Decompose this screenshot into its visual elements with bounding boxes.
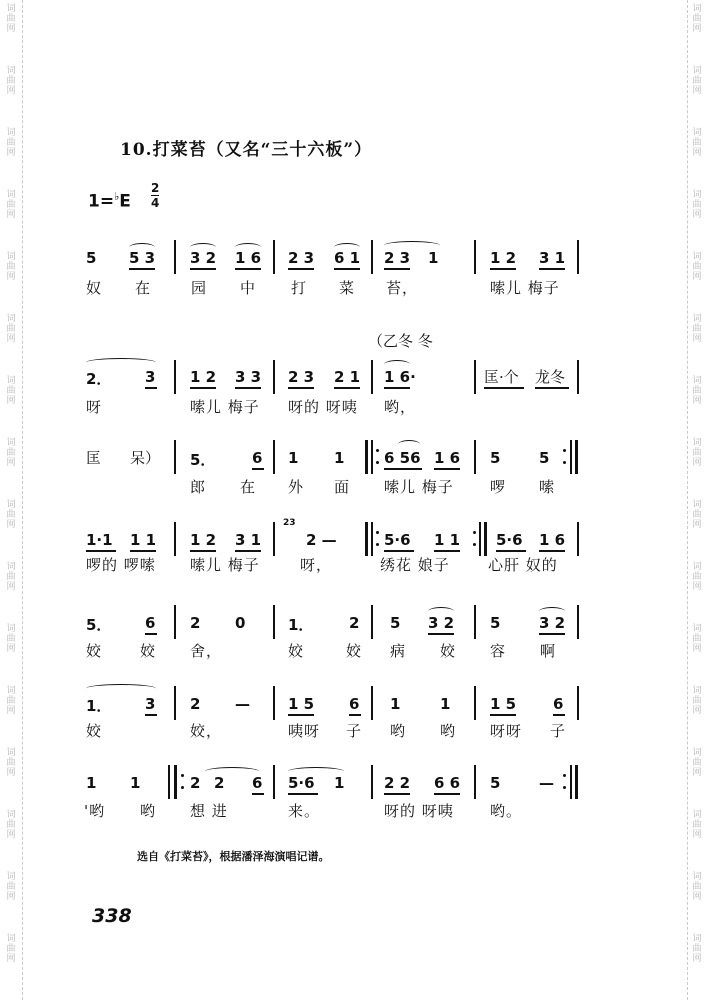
repeat-barline (174, 765, 177, 799)
note: 3 3 (235, 368, 262, 386)
barline (273, 605, 275, 639)
underline (496, 550, 526, 552)
barline (577, 522, 579, 556)
lyric: 呀呀 (490, 722, 523, 740)
barline (474, 440, 476, 474)
repeat-dot (181, 774, 184, 777)
underline (190, 268, 216, 270)
barline (273, 686, 275, 720)
lyric: 病 (390, 642, 407, 660)
note: 1·1 (86, 531, 113, 549)
watermark-glyphs: 词 曲 网 (692, 500, 702, 530)
barline (474, 686, 476, 720)
watermark-glyphs: 词 曲 网 (6, 934, 16, 964)
percussion-syllable: 呆） (130, 449, 161, 467)
underline (235, 387, 261, 389)
lyric: 啰 (490, 478, 507, 496)
underline (130, 550, 156, 552)
underline (539, 550, 565, 552)
underline (539, 268, 565, 270)
barline (168, 765, 170, 799)
underline (384, 387, 410, 389)
lyric: 呀， (300, 556, 333, 574)
watermark-glyphs: 词 曲 网 (692, 934, 702, 964)
repeat-dot (563, 774, 566, 777)
note: 2． (86, 370, 112, 388)
underline (235, 550, 261, 552)
underline (434, 550, 460, 552)
key-signature: 1=♭E (88, 190, 131, 212)
watermark-glyphs: 词 曲 网 (6, 748, 16, 778)
barline (371, 522, 373, 556)
percussion-annotation: （乙冬 冬 (368, 332, 433, 350)
repeat-barline (575, 440, 578, 474)
lyric: 呀的 呀咦 (288, 398, 358, 416)
lyric: 哟， (384, 398, 417, 416)
watermark-glyphs: 词 曲 网 (6, 376, 16, 406)
barline (474, 240, 476, 274)
repeat-dot (376, 543, 379, 546)
repeat-dot (181, 786, 184, 789)
underline (288, 714, 314, 716)
repeat-barline (365, 522, 368, 556)
note: 3 2 (539, 614, 566, 632)
repeat-dot (376, 531, 379, 534)
lyric: 姣， (190, 722, 223, 740)
barline (273, 440, 275, 474)
note: 2 (349, 614, 360, 632)
watermark-glyphs: 词 曲 网 (692, 810, 702, 840)
barline (474, 605, 476, 639)
lyric: 啰的 啰嗦 (86, 556, 156, 574)
note: 1 (334, 774, 345, 792)
song-title: 10.打菜苔（又名“三十六板”） (120, 140, 373, 160)
underline (145, 714, 157, 716)
watermark-glyphs: 词 曲 网 (6, 500, 16, 530)
underline (490, 268, 516, 270)
watermark-glyphs: 词 曲 网 (692, 4, 702, 34)
lyric: 在 (240, 478, 257, 496)
barline (371, 240, 373, 274)
note: 6 (252, 774, 263, 792)
underline (334, 387, 360, 389)
watermark-glyphs: 词 曲 网 (692, 748, 702, 778)
underline (86, 550, 116, 552)
barline (273, 522, 275, 556)
underline (145, 387, 157, 389)
repeat-dot (563, 786, 566, 789)
time-signature (151, 181, 159, 210)
lyric: 容 (490, 642, 507, 660)
note: 3 1 (235, 531, 262, 549)
lyric: 嗦儿 梅子 (190, 556, 260, 574)
underline (334, 268, 360, 270)
barline (577, 240, 579, 274)
note: 2 2 (384, 774, 411, 792)
percussion-syllable: 匡 (86, 449, 102, 467)
note: 1 5 (490, 695, 517, 713)
lyric: 姣 (86, 722, 103, 740)
underline (384, 268, 410, 270)
underline (428, 633, 454, 635)
note: 1 (130, 774, 141, 792)
lyric: 呀的 呀咦 (384, 802, 454, 820)
lyric: 子 (346, 722, 363, 740)
note: 0 (235, 614, 246, 632)
lyric: 来。 (288, 802, 321, 820)
watermark-glyphs: 词 曲 网 (692, 190, 702, 220)
barline (577, 360, 579, 394)
lyric: 外 (288, 478, 305, 496)
lyric: 哟。 (490, 802, 523, 820)
underline (349, 714, 361, 716)
note: 5 (490, 449, 501, 467)
lyric: 哟 (390, 722, 407, 740)
watermark-glyphs: 词 曲 网 (6, 686, 16, 716)
barline (474, 765, 476, 799)
slur (398, 440, 420, 449)
note: 5·6 (496, 531, 523, 549)
repeat-barline (365, 440, 368, 474)
lyric: 绣花 娘子 (380, 556, 450, 574)
barline (371, 360, 373, 394)
underline (384, 550, 414, 552)
barline (570, 765, 572, 799)
watermark-glyphs: 词 曲 网 (6, 4, 16, 34)
note: 1 5 (288, 695, 315, 713)
repeat-dot (473, 531, 476, 534)
note: 5 (490, 774, 501, 792)
underline (434, 468, 460, 470)
watermark-glyphs: 词 曲 网 (6, 872, 16, 902)
note: 2 (190, 614, 201, 632)
note: — (539, 774, 554, 792)
note: 2 (190, 774, 201, 792)
note: 2 — (306, 531, 337, 549)
note: 2 3 (288, 249, 315, 267)
note: 6 1 (334, 249, 361, 267)
slur (86, 684, 156, 693)
note: 1． (86, 697, 112, 715)
note: 1 2 (190, 368, 217, 386)
lyric: 子 (550, 722, 567, 740)
lyric: 姣 (288, 642, 305, 660)
lyric: 在 (135, 279, 152, 297)
note: 5 3 (129, 249, 156, 267)
slur (86, 358, 156, 367)
lyric: 啊 (540, 642, 557, 660)
underline (288, 793, 318, 795)
note: 2 3 (384, 249, 411, 267)
time-signature-top: 2 (151, 181, 160, 195)
note: 1 1 (434, 531, 461, 549)
lyric: 中 (240, 279, 257, 297)
lyric: 呀 (86, 398, 103, 416)
note: 6 6 (434, 774, 461, 792)
note: 1 2 (190, 531, 217, 549)
lyric: 心肝 奴的 (488, 556, 558, 574)
percussion-syllable: 龙冬 (535, 368, 566, 386)
watermark-glyphs: 词 曲 网 (6, 128, 16, 158)
barline (174, 360, 176, 394)
note: 1 1 (130, 531, 157, 549)
lyric: 哟 (140, 802, 157, 820)
note: 3 2 (190, 249, 217, 267)
watermark-glyphs: 词 曲 网 (692, 438, 702, 468)
lyric: 苔， (386, 279, 419, 297)
note: 5 (490, 614, 501, 632)
barline (371, 686, 373, 720)
underline (252, 468, 264, 470)
note: 3 1 (539, 249, 566, 267)
lyric: 嗦儿 梅子 (490, 279, 560, 297)
barline (174, 686, 176, 720)
watermark-glyphs: 词 曲 网 (692, 376, 702, 406)
lyric: 菜 (339, 279, 356, 297)
barline (273, 765, 275, 799)
repeat-dot (376, 449, 379, 452)
lyric: 哟 (440, 722, 457, 740)
lyric: 姣 (346, 642, 363, 660)
underline (384, 468, 422, 470)
lyric: 面 (334, 478, 351, 496)
note: 1 2 (490, 249, 517, 267)
watermark-glyphs: 词 曲 网 (6, 190, 16, 220)
note: 2 (190, 695, 201, 713)
underline (490, 714, 516, 716)
underline (539, 633, 565, 635)
note: 1． (288, 616, 314, 634)
underline (288, 387, 314, 389)
watermark-glyphs: 词 曲 网 (6, 810, 16, 840)
note: 5． (190, 451, 216, 469)
watermark-glyphs: 词 曲 网 (692, 252, 702, 282)
note: 6 (145, 614, 156, 632)
repeat-dot (563, 461, 566, 464)
lyric: 姣 (86, 642, 103, 660)
watermark-glyphs: 词 曲 网 (6, 624, 16, 654)
note: 5 (86, 249, 97, 267)
barline (371, 765, 373, 799)
underline (190, 550, 216, 552)
watermark-glyphs: 词 曲 网 (6, 252, 16, 282)
note: 2 3 (288, 368, 315, 386)
note: 6 (349, 695, 360, 713)
watermark-glyphs: 词 曲 网 (692, 562, 702, 592)
underline (235, 268, 261, 270)
underline (484, 387, 524, 389)
note: 1 6 (539, 531, 566, 549)
lyric: 奴 (86, 279, 103, 297)
barline (174, 605, 176, 639)
barline (174, 240, 176, 274)
underline (553, 714, 565, 716)
note: 1 (288, 449, 299, 467)
watermark-glyphs: 词 曲 网 (692, 314, 702, 344)
note: 1 (440, 695, 451, 713)
note: 6 (553, 695, 564, 713)
grace-notes: 23 (283, 518, 296, 528)
underline (384, 793, 410, 795)
note: 1 (428, 249, 439, 267)
watermark-glyphs: 词 曲 网 (692, 128, 702, 158)
lyric: 打 (291, 279, 308, 297)
note: 5． (86, 616, 112, 634)
barline (570, 440, 572, 474)
watermark-glyphs: 词 曲 网 (692, 872, 702, 902)
note: 1 (334, 449, 345, 467)
note: 1 6 (434, 449, 461, 467)
lyric: 咦呀 (288, 722, 321, 740)
page-number: 338 (92, 905, 132, 927)
repeat-dot (473, 543, 476, 546)
note: 5 (390, 614, 401, 632)
barline (371, 440, 373, 474)
note: 5·6 (288, 774, 315, 792)
watermark-glyphs: 词 曲 网 (6, 314, 16, 344)
lyric: 嗦 (539, 478, 556, 496)
watermark-glyphs: 词 曲 网 (692, 624, 702, 654)
barline (577, 605, 579, 639)
repeat-dot (376, 461, 379, 464)
note: 6 56 (384, 449, 421, 467)
barline (273, 360, 275, 394)
lyric: 嗦儿 梅子 (190, 398, 260, 416)
note: 3 (145, 368, 156, 386)
barline (174, 522, 176, 556)
underline (434, 793, 460, 795)
note: 3 (145, 695, 156, 713)
lyric: 想 进 (190, 802, 228, 820)
lyric: 郎 (190, 478, 207, 496)
barline (577, 686, 579, 720)
repeat-barline (575, 765, 578, 799)
barline (174, 440, 176, 474)
watermark-glyphs: 词 曲 网 (6, 438, 16, 468)
watermark-glyphs: 词 曲 网 (692, 686, 702, 716)
note: — (235, 695, 250, 713)
lyric: '哟 (84, 802, 106, 820)
watermark-glyphs: 词 曲 网 (6, 562, 16, 592)
repeat-dot (563, 449, 566, 452)
note: 1 6 (235, 249, 262, 267)
note: 5 (539, 449, 550, 467)
source-footnote: 选自《打菜苔》，根据潘泽海演唱记谱。 (137, 850, 330, 863)
note: 5·6 (384, 531, 411, 549)
note: 2 1 (334, 368, 361, 386)
note: 1 (390, 695, 401, 713)
lyric: 姣 (140, 642, 157, 660)
underline (145, 633, 157, 635)
note: 6 (252, 449, 263, 467)
note: 1 6· (384, 368, 416, 386)
percussion-syllable: 匡·个 (484, 368, 519, 386)
note: 2 (214, 774, 225, 792)
underline (190, 387, 216, 389)
barline (273, 240, 275, 274)
note: 3 2 (428, 614, 455, 632)
barline (371, 605, 373, 639)
lyric: 嗦儿 梅子 (384, 478, 454, 496)
watermark-glyphs: 词 曲 网 (6, 66, 16, 96)
underline (252, 793, 264, 795)
watermark-glyphs: 词 曲 网 (692, 66, 702, 96)
underline (129, 268, 155, 270)
lyric: 舍， (190, 642, 223, 660)
underline (535, 387, 569, 389)
barline (474, 360, 476, 394)
underline (288, 268, 314, 270)
note: 1 (86, 774, 97, 792)
time-signature-bottom: 4 (151, 196, 160, 210)
lyric: 园 (191, 279, 208, 297)
repeat-barline (484, 522, 487, 556)
barline (479, 522, 481, 556)
lyric: 姣 (440, 642, 457, 660)
